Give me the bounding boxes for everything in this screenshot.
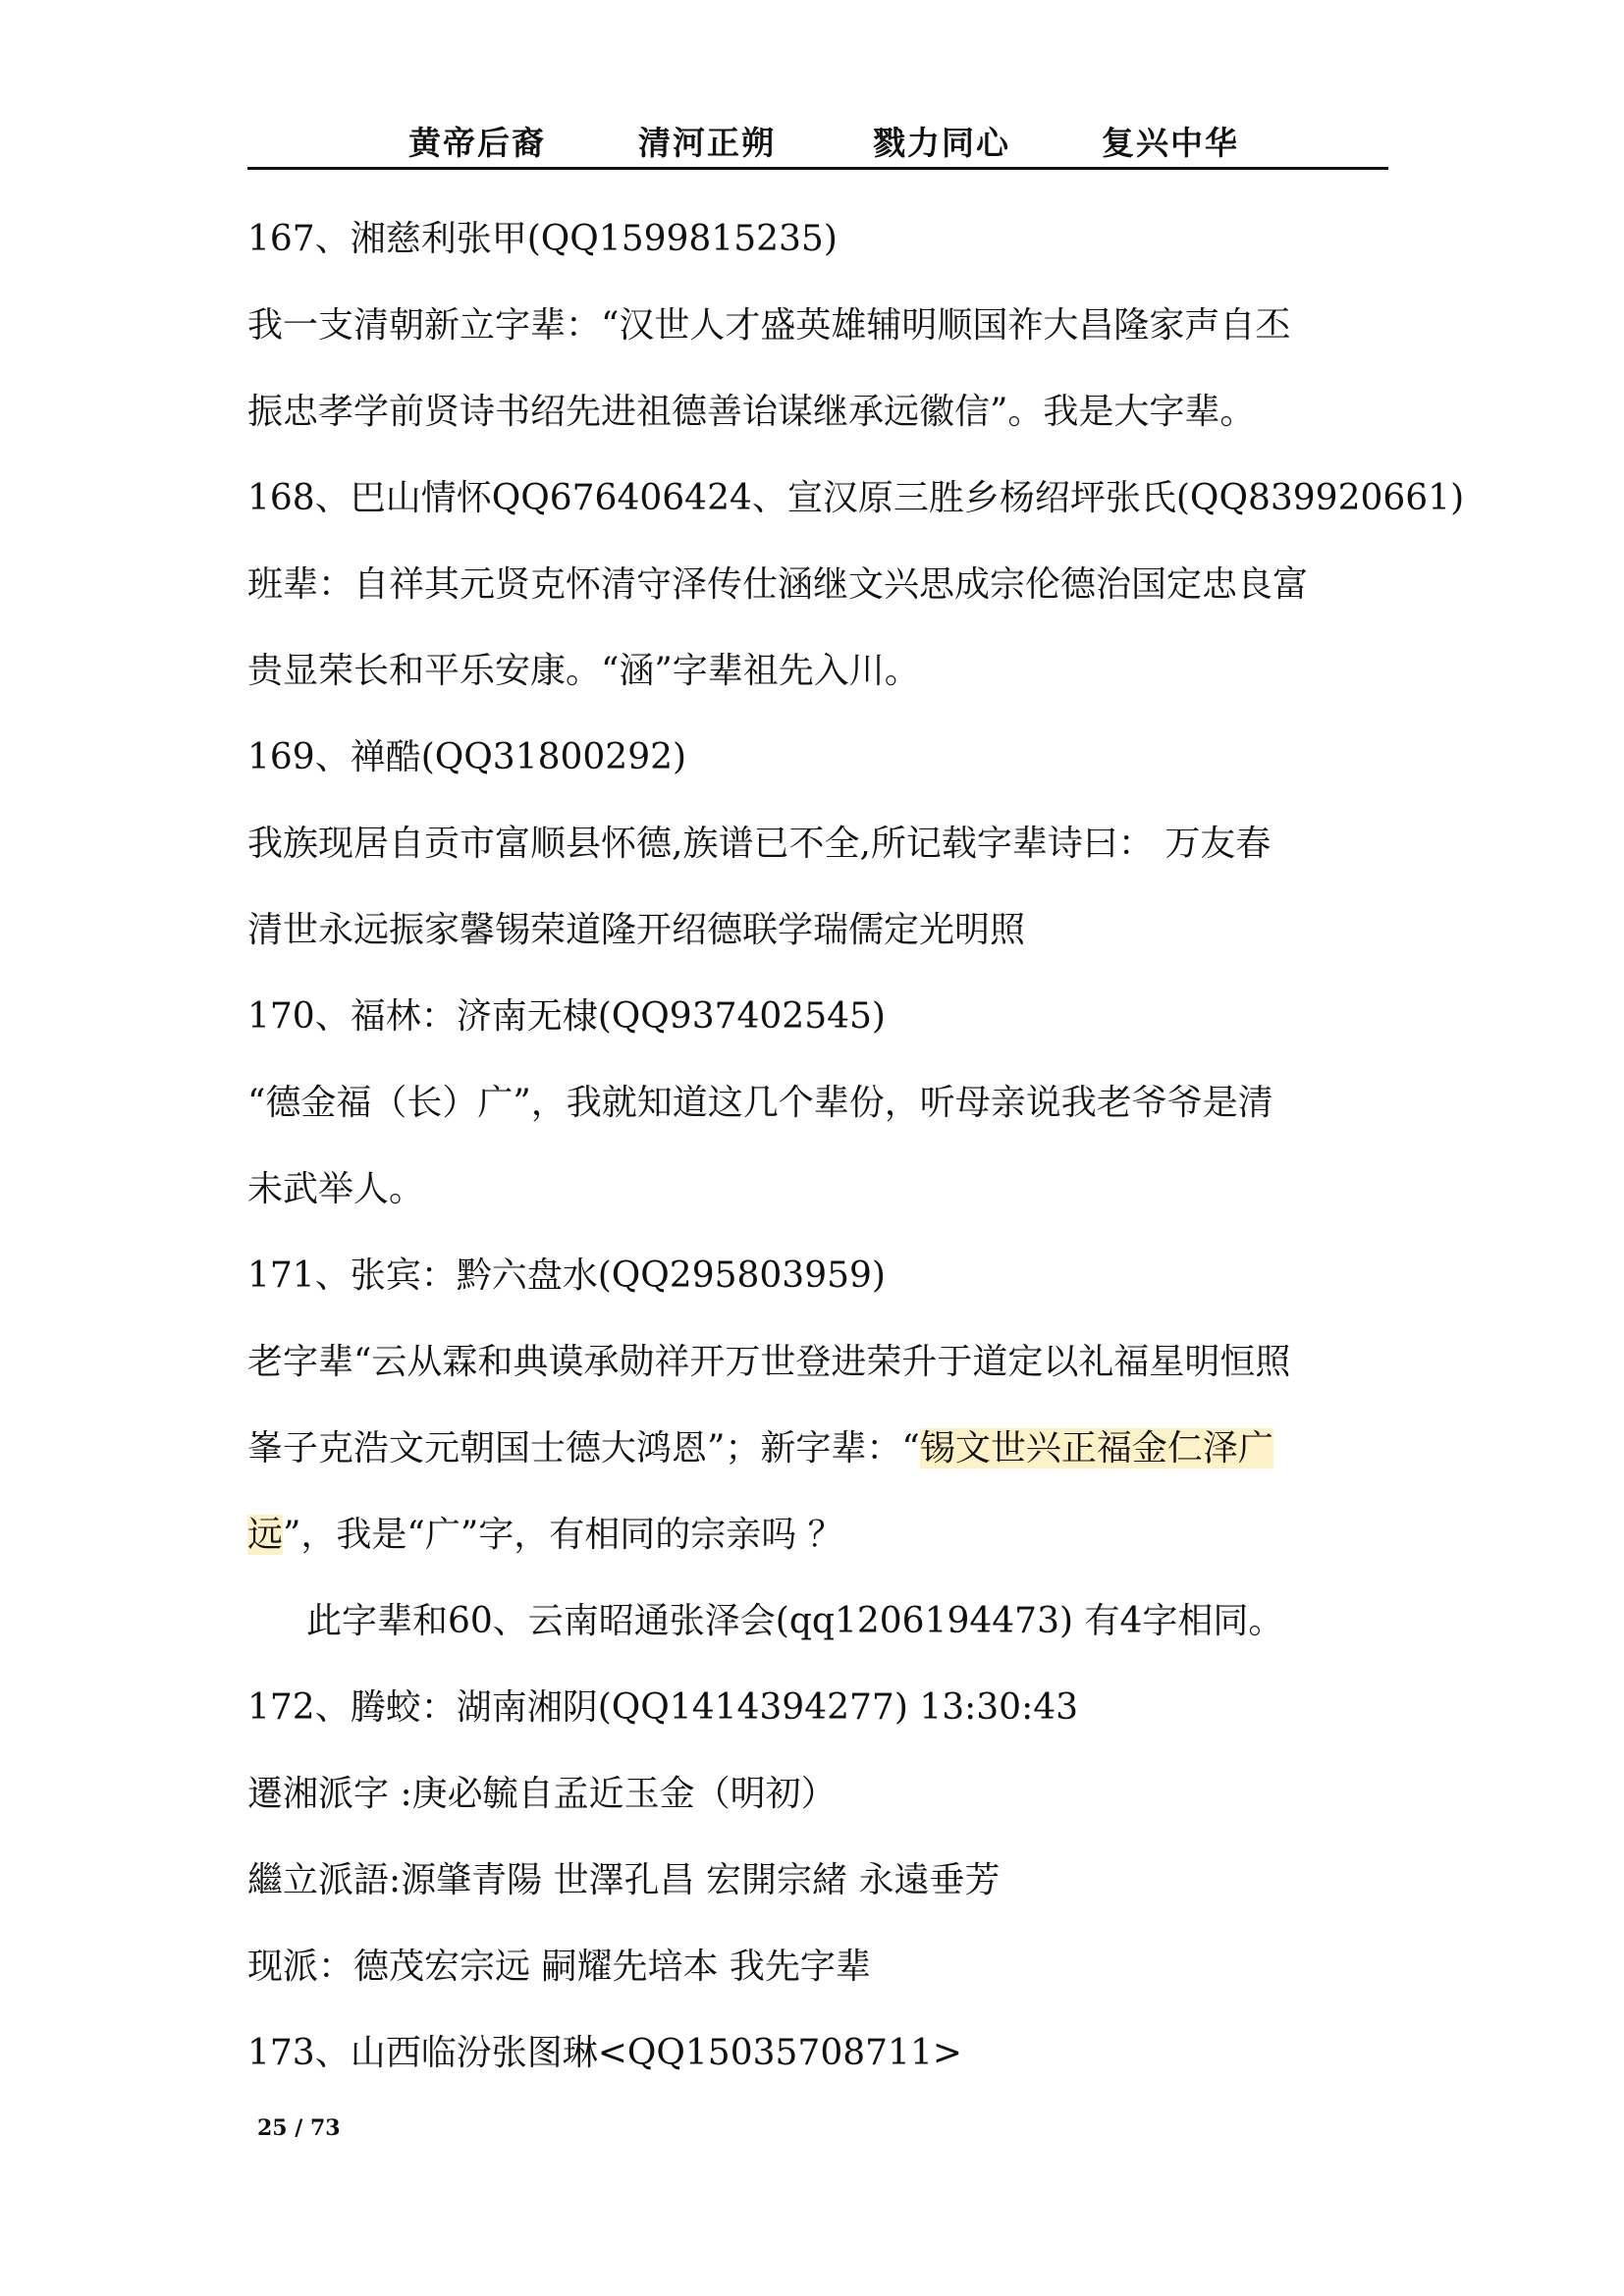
paragraph-line: 班辈：自祥其元贤克怀清守泽传仕涵继文兴思成宗伦德治国定忠良富 xyxy=(247,564,1309,605)
highlighted-text: 远 xyxy=(247,1515,284,1555)
highlighted-text: 锡文世兴正福金仁泽广 xyxy=(919,1428,1273,1468)
page-number: 25 / 73 xyxy=(257,2115,341,2141)
text-segment: 峯子克浩文元朝国士德大鸿恩”；新字辈：“ xyxy=(247,1428,920,1468)
entry-171-heading: 171、张宾：黔六盘水(QQ295803959) xyxy=(247,1255,886,1296)
paragraph-line: 我一支清朝新立字辈：“汉世人才盛英雄辅明顺国祚大昌隆家声自丕 xyxy=(247,305,1291,346)
header-slogan-3: 戮力同心 xyxy=(873,124,1010,162)
paragraph-line: 未武举人。 xyxy=(247,1169,425,1209)
header-slogan-1: 黄帝后裔 xyxy=(408,124,546,162)
text-segment: ”，我是“广”字，有相同的宗亲吗 ？ xyxy=(283,1515,843,1555)
paragraph-line: 清世永远振家馨锡荣道隆开绍德联学瑞儒定光明照 xyxy=(247,910,1026,950)
entry-167-heading: 167、湘慈利张甲(QQ1599815235) xyxy=(247,219,838,259)
paragraph-line: 振忠孝学前贤诗书绍先进祖德善诒谋继承远徽信”。我是大字辈。 xyxy=(247,392,1256,432)
paragraph-line: 现派：德茂宏宗远 嗣耀先培本 我先字辈 xyxy=(247,1947,871,1987)
entry-168-heading: 168、巴山情怀QQ676406424、宣汉原三胜乡杨绍坪张氏(QQ839920661) xyxy=(247,478,1465,518)
page-header xyxy=(247,116,1388,170)
document-body xyxy=(247,196,1465,2097)
header-slogan-4: 复兴中华 xyxy=(1102,124,1239,162)
paragraph-line: 我族现居自贡市富顺县怀德,族谱已不全,所记载字辈诗曰： 万友春 xyxy=(247,824,1272,864)
paragraph-line xyxy=(247,1406,1396,1492)
paragraph-line: 遷湘派字 :庚必毓自孟近玉金（明初） xyxy=(247,1774,837,1814)
paragraph-line: 繼立派語:源肇青陽 世澤孔昌 宏開宗緒 永遠垂芳 xyxy=(247,1860,1001,1900)
entry-173-heading: 173、山西临汾张图琳<QQ15035708711> xyxy=(247,2033,963,2073)
paragraph-line: “德金福（长）广”，我就知道这几个辈份，听母亲说我老爷爷是清 xyxy=(247,1083,1273,1123)
paragraph-line: 老字辈“云从霖和典谟承勋祥开万世登进荣升于道定以礼福星明恒照 xyxy=(247,1342,1291,1382)
paragraph-line: 贵显荣长和平乐安康。“涵”字辈祖先入川。 xyxy=(247,651,920,691)
entry-169-heading: 169、禅酷(QQ31800292) xyxy=(247,737,687,777)
paragraph-line-indented: 此字辈和60、云南昭通张泽会(qq1206194473) 有4字相同。 xyxy=(306,1601,1284,1641)
entry-172-heading: 172、腾蛟：湖南湘阴(QQ1414394277) 13:30:43 xyxy=(247,1687,1079,1728)
header-slogan-2: 清河正朔 xyxy=(638,124,776,162)
entry-170-heading: 170、福林：济南无棣(QQ937402545) xyxy=(247,996,886,1037)
paragraph-line xyxy=(247,1492,1396,1578)
